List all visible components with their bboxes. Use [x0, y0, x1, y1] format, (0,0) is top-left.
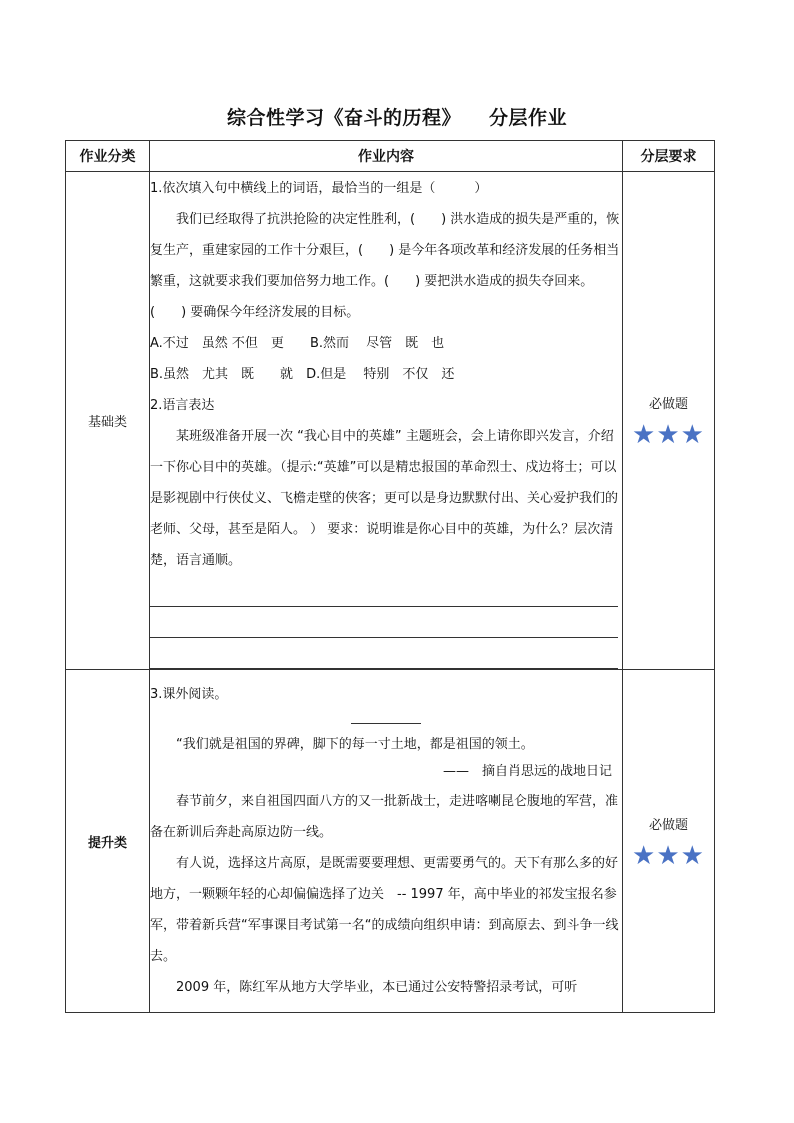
title-sub: 分层作业 — [489, 107, 568, 129]
reading-paragraph-3: 2009 年，陈红军从地方大学毕业，本已通过公安特警招录考试，可听 — [176, 980, 578, 995]
header-content: 作业内容 — [150, 141, 623, 172]
page-title — [0, 103, 794, 130]
homework-table — [65, 140, 715, 1013]
option-a: A.不过 虽然 不但 更 — [150, 335, 284, 351]
requirement-cell — [623, 172, 715, 670]
content-cell — [150, 670, 623, 1013]
category-cell: 基础类 — [66, 172, 150, 670]
question-2-stem: 2.语言表达 — [150, 397, 215, 413]
requirement-label: 必做题 — [648, 817, 688, 833]
question-3-stem: 3.课外阅读。 — [150, 687, 228, 702]
header-category: 作业分类 — [66, 141, 150, 172]
option-c: B.虽然 尤其 既 就 — [150, 366, 294, 382]
table-row — [66, 172, 715, 670]
requirement-cell — [623, 670, 715, 1013]
star-rating: ★★★ — [632, 840, 705, 871]
question-1-stem: 1.依次填入句中横线上的词语，最恰当的一组是（ ） — [150, 180, 488, 196]
question-2-passage: 某班级准备开展一次 “我心目中的英雄” 主题班会，会上请你即兴发言，介绍一下你心目中的英雄。（提示:“英雄”可以是精忠报国的革命烈士、戍边将士；可以是影视剧中行侠仗义、飞檐走壁的侠客；更可以是身边默默付出、关心爱护我们的老师、父母，甚至是陌人。 ） 要求：说明谁是你心目中的英雄，为什么？层次清楚，语言通顺。 — [150, 428, 619, 568]
title-blank-line — [351, 722, 421, 724]
question-1-options-cd — [150, 359, 622, 390]
question-1-passage: 我们已经取得了抗洪抢险的决定性胜利，( ) 洪水造成的损失是严重的，恢复生产，重建家园的工作十分艰巨，( ) 是今年各项改革和经济发展的任务相当繁重，这就要求我们要加倍努力地工作。( ) 要把洪水造成的损失夺回来。( ) 要确保今年经济发展的目标。 — [150, 211, 620, 320]
content-cell — [150, 172, 623, 670]
question-1-options-ab — [150, 328, 622, 359]
option-b: B.然而 尽管 既 也 — [309, 335, 445, 351]
reading-paragraph-2: 有人说，选择这片高原，是既需要要理想、更需要勇气的。天下有那么多的好地方，一颗颗年轻的心却偏偏选择了边关 -- 1997 年，高中毕业的祁发宝报名参军，带着新兵营“军事课目考试第一名“的成绩向组织申请：到高原去、到斗争一线去。 — [150, 856, 619, 964]
category-cell: 提升类 — [66, 670, 150, 1013]
requirement-label: 必做题 — [648, 397, 688, 412]
answer-line[interactable] — [150, 638, 618, 669]
title-main: 综合性学习《奋斗的历程》 — [226, 107, 461, 129]
header-row — [66, 141, 715, 172]
reading-paragraph-1: 春节前夕，来自祖国四面八方的又一批新战士，走进喀喇昆仑腹地的军营，准备在新训后奔赴高原边防一线。 — [150, 794, 619, 840]
quote-source: —— 摘自肖思远的战地日记 — [442, 764, 612, 779]
table-row — [66, 670, 715, 1013]
option-d: D.但是 特别 不仅 还 — [306, 366, 455, 382]
answer-line[interactable] — [150, 576, 618, 607]
answer-line[interactable] — [150, 607, 618, 638]
quote-text: “我们就是祖国的界碑，脚下的每一寸土地，都是祖国的领土。 — [176, 737, 534, 752]
header-requirement: 分层要求 — [623, 141, 715, 172]
star-rating: ★★★ — [632, 420, 705, 450]
